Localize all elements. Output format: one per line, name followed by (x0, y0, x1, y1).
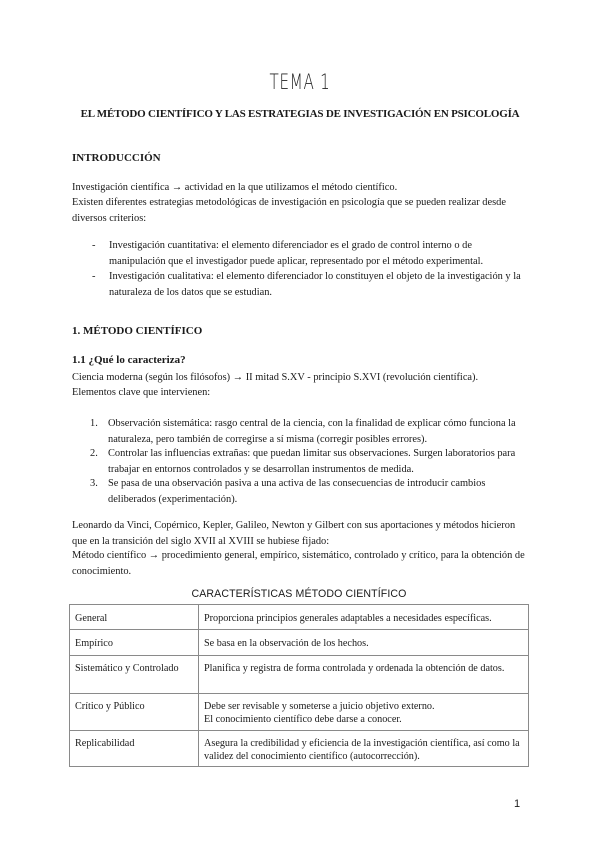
table-row (70, 656, 529, 694)
table-row (70, 605, 529, 630)
list-number: 1. (90, 418, 98, 429)
section-1-paragraph-1: Leonardo da Vinci, Copérnico, Kepler, Galileo, Newton y Gilbert con sus aportaciones y métodos hicieron que en la transición del siglo XVII al XVIII se hubiese fijado: (72, 520, 516, 547)
section-1-line-1: Ciencia moderna (según los filósofos) → II mitad S.XV - principio S.XVI (revolución científica). (72, 372, 479, 383)
table-row (70, 630, 529, 656)
table-cell-label: General (70, 605, 199, 630)
bullet-dash: - (92, 271, 96, 282)
table-cell-desc: Planifica y registra de forma controlada y ordenada la obtención de datos. (199, 656, 529, 694)
key-element-3: Se pasa de una observación pasiva a una activa de las consecuencias de introducir cambios deliberados (experimentación). (108, 478, 486, 505)
table-cell-label: Sistemático y Controlado (70, 656, 199, 694)
table-cell-label: Empírico (70, 630, 199, 656)
table-cell-label: Replicabilidad (70, 731, 199, 767)
table-cell-desc (199, 694, 529, 731)
table-cell-desc: Asegura la credibilidad y eficiencia de la investigación científica, así como la validez del conocimiento científico (autocorrección). (199, 731, 529, 767)
list-number: 3. (90, 478, 98, 489)
section-1-paragraph-2: Método científico → procedimiento general, empírico, sistemático, controlado y crítico, para la obtención de conocimiento. (72, 550, 525, 577)
table-row (70, 694, 529, 731)
document-title: EL MÉTODO CIENTÍFICO Y LAS ESTRATEGIAS DE INVESTIGACIÓN EN PSICOLOGÍA (80, 108, 520, 120)
intro-heading: INTRODUCCIÓN (72, 152, 161, 164)
intro-line-2: Existen diferentes estrategias metodológicas de investigación en psicología que se pueden realizar desde diversos criterios: (72, 197, 506, 224)
tema-heading: TEMA 1 (269, 70, 331, 94)
table-cell-desc-line: Debe ser revisable y someterse a juicio objetivo externo. (204, 701, 435, 712)
table-title: CARACTERÍSTICAS MÉTODO CIENTÍFICO (191, 588, 407, 600)
table-cell-desc: Proporciona principios generales adaptables a necesidades específicas. (199, 605, 529, 630)
section-1-line-2: Elementos clave que intervienen: (72, 387, 211, 398)
key-element-1: Observación sistemática: rasgo central de la ciencia, con la finalidad de explicar cómo funciona la naturaleza, pero también de corregirse a sí misma (corregir posibles errores). (108, 418, 516, 445)
intro-bullet-2: Investigación cualitativa: el elemento diferenciador lo constituyen el objeto de la investigación y la naturaleza de los datos que se estudian. (109, 271, 521, 298)
characteristics-table (69, 604, 529, 767)
intro-bullet-1: Investigación cuantitativa: el elemento diferenciador es el grado de control interno o de manipulación que el investigador puede aplicar, representado por el método experimental. (109, 240, 484, 267)
table-cell-desc-line: El conocimiento científico debe darse a conocer. (204, 714, 402, 725)
table-cell-desc: Se basa en la observación de los hechos. (199, 630, 529, 656)
page-number: 1 (514, 798, 521, 810)
section-1-1-heading: 1.1 ¿Qué lo caracteriza? (72, 354, 186, 366)
section-1-heading: 1. MÉTODO CIENTÍFICO (72, 325, 203, 337)
list-number: 2. (90, 448, 98, 459)
table-row (70, 731, 529, 767)
intro-line-1: Investigación científica → actividad en la que utilizamos el método científico. (72, 182, 398, 193)
bullet-dash: - (92, 240, 96, 251)
table-cell-label: Crítico y Público (70, 694, 199, 731)
key-element-2: Controlar las influencias extrañas: que puedan limitar sus observaciones. Surgen laboratorios para trabajar en entornos controlados y se desarrollan instrumentos de medida. (108, 448, 516, 475)
